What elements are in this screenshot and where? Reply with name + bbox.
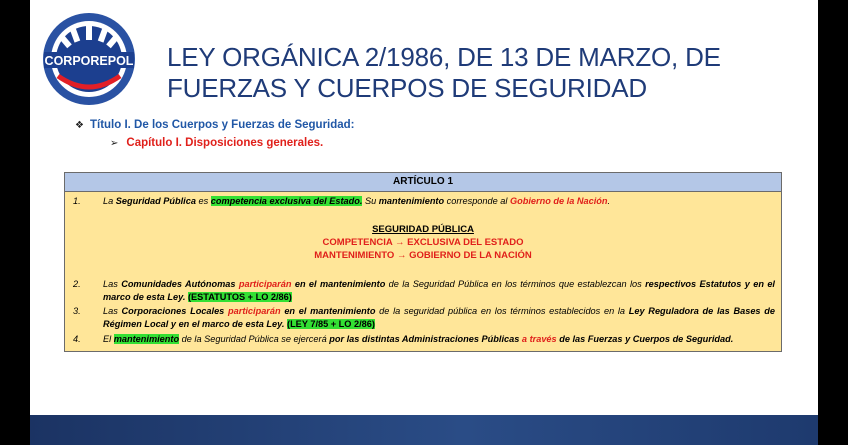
item-number: 4. [73, 334, 81, 344]
footer-bar [30, 415, 818, 445]
bullet-title-1 [75, 119, 355, 131]
summary-line-1: COMPETENCIA → EXCLUSIVA DEL ESTADO [322, 237, 524, 248]
bullet-chapter-1 [110, 137, 323, 149]
item-text: El mantenimiento de la Seguridad Pública se ejercerá por las distintas Administraciones Públicas a través de las Fuerzas y Cuerpos de Seguridad. [103, 334, 734, 344]
summary-heading: SEGURIDAD PÚBLICA [372, 224, 474, 235]
title-line-2: FUERZAS Y CUERPOS DE SEGURIDAD [167, 73, 647, 103]
title-line-1: LEY ORGÁNICA 2/1986, DE 13 DE MARZO, DE [167, 42, 721, 72]
item-number: 1. [73, 196, 81, 206]
logo-text: CORPOREPOL [44, 54, 134, 68]
article-header: ARTÍCULO 1 [65, 173, 781, 192]
item-number: 2. [73, 279, 81, 289]
summary-block [65, 223, 781, 262]
item-number: 3. [73, 306, 81, 316]
diamond-bullet-icon: ❖ [75, 120, 84, 131]
bullet-title-1-text: Título I. De los Cuerpos y Fuerzas de Seguridad: [89, 119, 355, 131]
item-text: Las Comunidades Autónomas participarán en el mantenimiento de la Seguridad Pública en los términos que establezcan los respectivos Estatutos y en el marco de esta Ley. (ESTATUTOS + LO 2/86) [103, 279, 775, 302]
page-title [167, 42, 807, 104]
bullet-chapter-1-text: Capítulo I. Disposiciones generales. [126, 137, 324, 149]
slide [30, 0, 818, 445]
corporepol-logo [40, 12, 138, 106]
arrow-bullet-icon: ➢ [110, 138, 119, 149]
article-box [64, 172, 782, 352]
item-text: Las Corporaciones Locales participarán en el mantenimiento de la seguridad pública en los términos establecidos en la Ley Reguladora de las Bases de Régimen Local y en el marco de esta Ley. (LEY 7/85 + LO 2/86) [103, 306, 775, 329]
summary-line-2: MANTENIMIENTO → GOBIERNO DE LA NACIÓN [314, 250, 532, 261]
item-text: La Seguridad Pública es competencia exclusiva del Estado. Su mantenimiento corresponde al Gobierno de la Nación. [103, 196, 611, 206]
